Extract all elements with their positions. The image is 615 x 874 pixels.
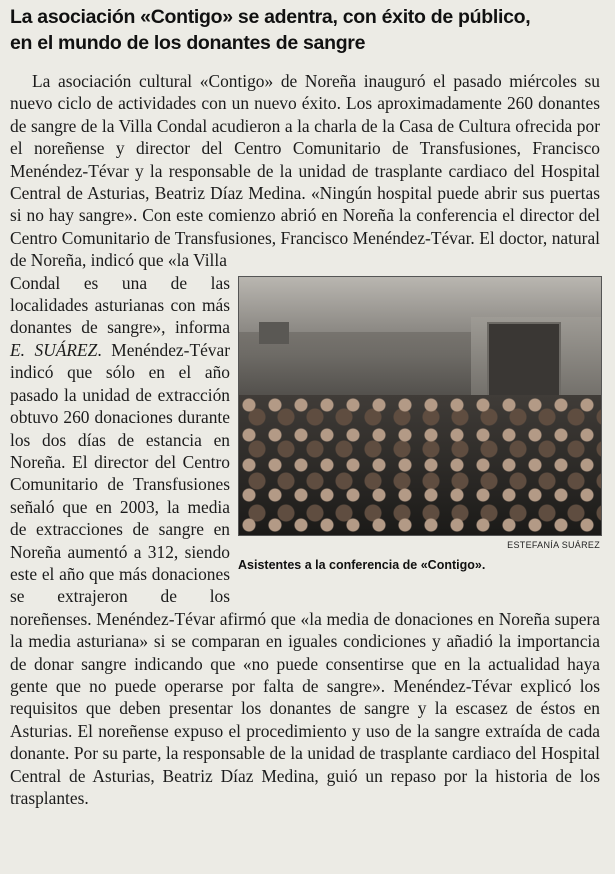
photo-caption: Asistentes a la conferencia de «Contigo». (238, 557, 486, 572)
article-body-pre: Condal es una de las localidades asturianas con más donantes de sangre», informa (10, 272, 230, 338)
conference-photo (238, 276, 602, 536)
article-body-post: . Menéndez-Tévar indicó que sólo en el año pasado la unidad de extracción obtuvo 260 donaciones durante los dos días de estancia en Noreña. El director del Centro Comunitario de Transfusiones señaló que en 2003, la media de extracciones de sangre en Noreña aumentó a 312, siendo este el año que más donaciones se extrajeron de los noreñenses. Menéndez-Tévar afirmó que «la media de donaciones en Noreña supera la media asturiana» si se comparan en iguales condiciones y añadió la importancia de donar sangre indicando que «no puede consentirse que en la actualidad haya gente que no puede operarse por falta de sangre». Menéndez-Tévar explicó los requisitos que deben presentar los donantes de sangre y la escasez de éstos en Asturias. El noreñense expuso el procedimiento y uso de la sangre extraída de cada donante. Por su parte, la responsable de la unidad de trasplante cardiaco del Hospital Central de Asturias, Beatriz Díaz Medina, guió un repaso por la historia de los trasplantes. (10, 339, 600, 808)
photo-credit: ESTEFANÍA SUÁREZ (507, 539, 600, 550)
article-intro: La asociación cultural «Contigo» de Noreña inauguró el pasado miércoles su nuevo ciclo de actividades con un nuevo éxito. Los aproximadamente 260 donantes de sangre de la Villa Condal acudieron a la charla de la Casa de Cultura ofrecida por el noreñense y director del Centro Comunitario de Transfusiones, Francisco Menéndez-Tévar y la responsable de la unidad de trasplante cardiaco del Hospital Central de Asturias, Beatriz Díaz Medina. «Ningún hospital puede abrir sus puertas si no hay sangre». Con este comienzo abrió en Noreña la conferencia el director del Centro Comunitario de Transfusiones, Francisco Menéndez-Tévar. El doctor, natural de Noreña, indicó que «la Villa (10, 71, 600, 271)
photo-figure (238, 276, 610, 585)
headline (10, 4, 610, 56)
headline-line-1: La asociación «Contigo» se adentra, con éxito de público, (10, 6, 531, 28)
article-body (10, 70, 600, 809)
reporter-name: E. SUÁREZ (10, 339, 98, 360)
headline-line-2: en el mundo de los donantes de sangre (10, 32, 366, 54)
